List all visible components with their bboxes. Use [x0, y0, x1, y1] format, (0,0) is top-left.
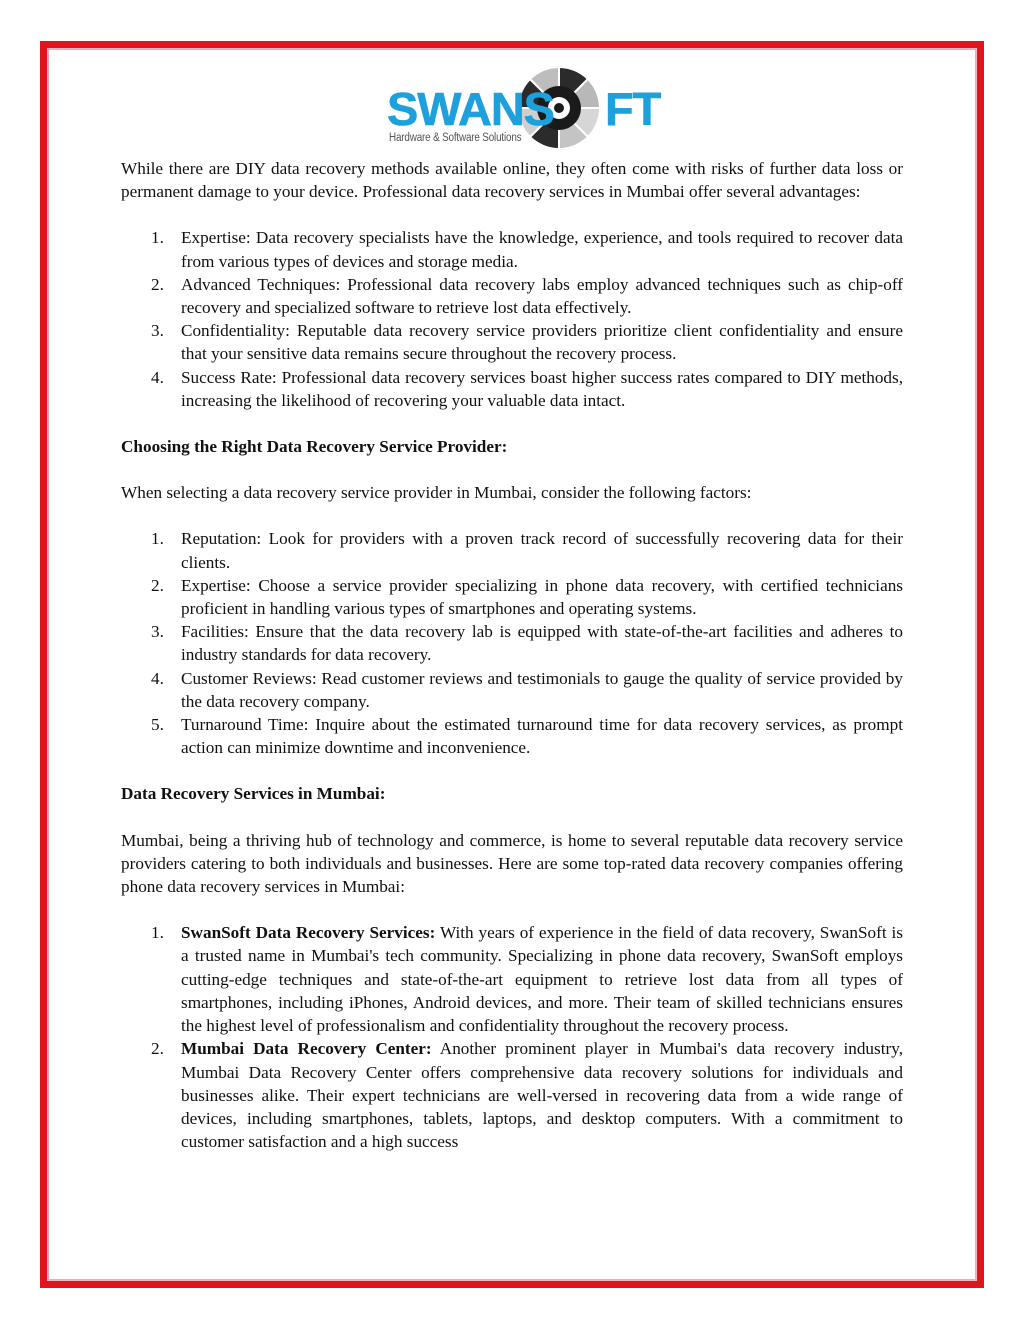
swansoft-logo	[387, 66, 661, 150]
document-body	[121, 157, 903, 1153]
company-name: Mumbai Data Recovery Center:	[181, 1039, 432, 1059]
list-item: 2. Mumbai Data Recovery Center: Another prominent player in Mumbai's data recovery industry, Mumbai Data Recovery Center offers comprehensive data recovery solutions for individuals and businesses alike. Their expert technicians are well-versed in recovering data from a wide range of devices, including smartphones, tablets, laptops, and desktop computers. With a commitment to customer satisfaction and a high success	[151, 1039, 903, 1152]
list-item: 4. Customer Reviews: Read customer reviews and testimonials to gauge the quality of service provided by the data recovery company.	[151, 668, 903, 711]
section-heading-choosing: Choosing the Right Data Recovery Service Provider:	[121, 437, 508, 457]
list-item: 1. Expertise: Data recovery specialists have the knowledge, experience, and tools required to recover data from various types of devices and storage media.	[151, 228, 903, 271]
list-item: 5. Turnaround Time: Inquire about the estimated turnaround time for data recovery services, as prompt action can minimize downtime and inconvenience.	[151, 715, 903, 758]
advantages-list	[121, 226, 903, 412]
factors-list	[121, 527, 903, 759]
section-heading-mumbai: Data Recovery Services in Mumbai:	[121, 784, 386, 804]
choosing-intro: When selecting a data recovery service provider in Mumbai, consider the following factors:	[121, 483, 752, 503]
brand-name-left: SWANS	[387, 83, 554, 135]
companies-list	[121, 921, 903, 1153]
brand-name	[387, 83, 661, 135]
list-item: 1. SwanSoft Data Recovery Services: With years of experience in the field of data recovery, SwanSoft is a trusted name in Mumbai's tech community. Specializing in phone data recovery, SwanSoft employs cutting-edge techniques and state-of-the-art equipment to retrieve lost data from all types of smartphones, including iPhones, Android devices, and more. Their team of skilled technicians ensures the highest level of professionalism and confidentiality throughout the recovery process.	[151, 923, 903, 1036]
list-item: 2. Advanced Techniques: Professional data recovery labs employ advanced techniques such as chip-off recovery and specialized software to retrieve lost data effectively.	[151, 274, 903, 318]
intro-paragraph: While there are DIY data recovery methods available online, they often come with risks of further data loss or permanent damage to your device. Professional data recovery services in Mumbai offer several advantages:	[121, 159, 903, 202]
company-name: SwanSoft Data Recovery Services:	[181, 923, 436, 943]
brand-tagline: Hardware & Software Solutions	[389, 132, 522, 144]
list-item: 1. Reputation: Look for providers with a proven track record of successfully recovering data for their clients.	[151, 529, 903, 572]
mumbai-intro: Mumbai, being a thriving hub of technology and commerce, is home to several reputable data recovery service providers catering to both individuals and businesses. Here are some top-rated data recovery companies offering phone data recovery services in Mumbai:	[121, 830, 903, 897]
brand-name-right: FT	[604, 83, 661, 135]
list-item: 3. Confidentiality: Reputable data recovery service providers prioritize client confidentiality and ensure that your sensitive data remains secure throughout the recovery process.	[151, 321, 903, 364]
list-item: 2. Expertise: Choose a service provider specializing in phone data recovery, with certified technicians proficient in handling various types of smartphones and operating systems.	[151, 575, 903, 619]
list-item: 4. Success Rate: Professional data recovery services boast higher success rates compared to DIY methods, increasing the likelihood of recovering your valuable data intact.	[151, 367, 903, 410]
list-item: 3. Facilities: Ensure that the data recovery lab is equipped with state-of-the-art facilities and adheres to industry standards for data recovery.	[151, 622, 903, 665]
